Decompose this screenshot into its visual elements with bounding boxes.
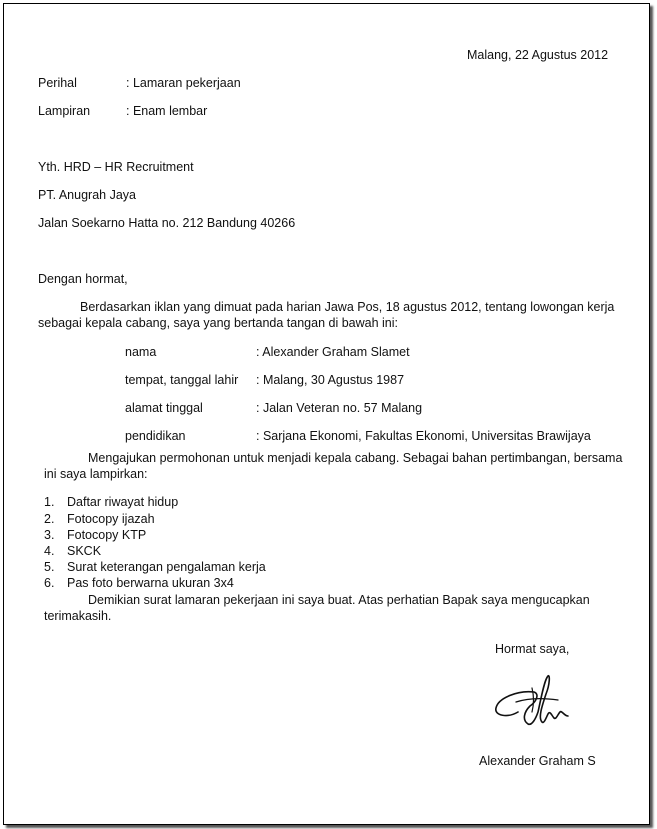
greeting: Dengan hormat, (38, 272, 128, 286)
attachment-item-3: Fotocopy KTP (67, 528, 147, 542)
closing-line-1: Demikian surat lamaran pekerjaan ini saya buat. Atas perhatian Bapak saya mengucapkan (88, 593, 590, 607)
recipient-line-2: PT. Anugrah Jaya (38, 188, 136, 202)
detail-label-name: nama (125, 345, 157, 359)
signature-image (488, 668, 576, 732)
intro-line-1: Berdasarkan iklan yang dimuat pada harian Jawa Pos, 18 agustus 2012, tentang lowongan kerja (80, 300, 615, 314)
recipient-line-1: Yth. HRD – HR Recruitment (38, 160, 194, 174)
detail-value-address: : Jalan Veteran no. 57 Malang (256, 401, 423, 415)
closing-line-2: terimakasih. (44, 609, 112, 623)
detail-label-education: pendidikan (125, 429, 186, 443)
attachment-item-6: Pas foto berwarna ukuran 3x4 (67, 576, 234, 590)
attachment-num-3: 3. (44, 528, 55, 542)
attachment-value: : Enam lembar (126, 104, 208, 118)
request-line-2: ini saya lampirkan: (44, 467, 148, 481)
attachment-item-5: Surat keterangan pengalaman kerja (67, 560, 266, 574)
attachment-label: Lampiran (38, 104, 91, 118)
intro-line-2: sebagai kepala cabang, saya yang bertanda tangan di bawah ini: (38, 316, 398, 330)
letter-date: Malang, 22 Agustus 2012 (467, 48, 609, 62)
request-line-1: Mengajukan permohonan untuk menjadi kepala cabang. Sebagai bahan pertimbangan, bersama (88, 451, 623, 465)
signer-name: Alexander Graham S (479, 754, 596, 768)
sign-off: Hormat saya, (495, 642, 570, 656)
attachment-item-2: Fotocopy ijazah (67, 512, 155, 526)
attachment-num-2: 2. (44, 512, 55, 526)
detail-value-birth: : Malang, 30 Agustus 1987 (256, 373, 405, 387)
detail-label-address: alamat tinggal (125, 401, 203, 415)
attachment-num-5: 5. (44, 560, 55, 574)
recipient-line-3: Jalan Soekarno Hatta no. 212 Bandung 40266 (38, 216, 296, 230)
attachment-item-4: SKCK (67, 544, 102, 558)
attachment-num-4: 4. (44, 544, 55, 558)
detail-value-education: : Sarjana Ekonomi, Fakultas Ekonomi, Universitas Brawijaya (256, 429, 591, 443)
attachment-num-6: 6. (44, 576, 55, 590)
detail-value-name: : Alexander Graham Slamet (256, 345, 410, 359)
attachment-num-1: 1. (44, 495, 55, 509)
detail-label-birth: tempat, tanggal lahir (125, 373, 239, 387)
attachment-item-1: Daftar riwayat hidup (67, 495, 179, 509)
subject-label: Perihal (38, 76, 77, 90)
subject-value: : Lamaran pekerjaan (126, 76, 241, 90)
